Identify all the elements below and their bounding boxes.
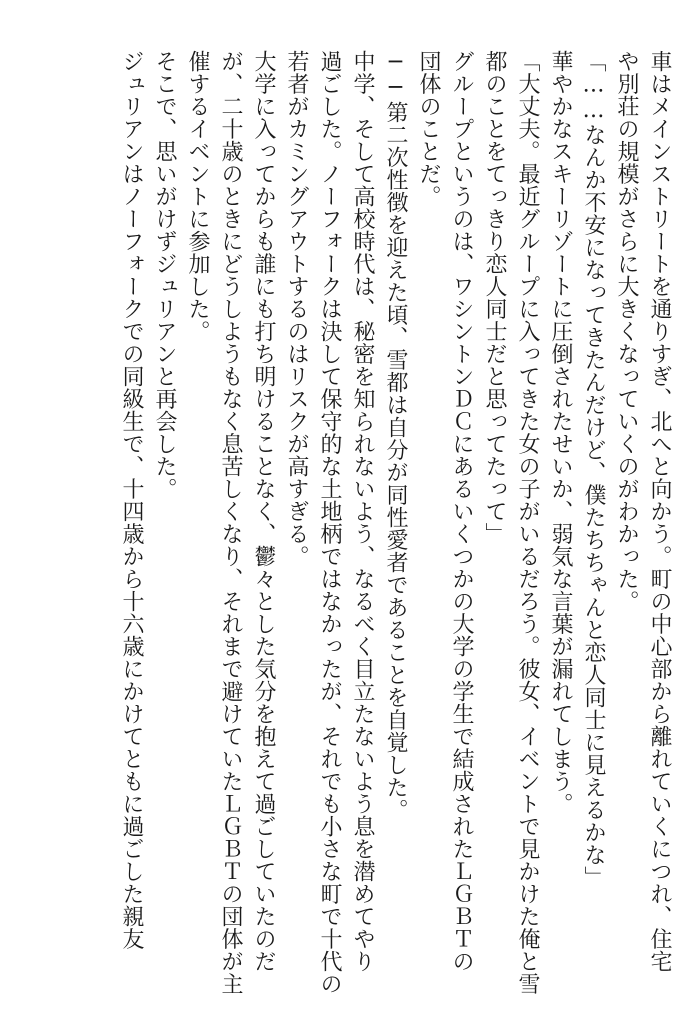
text-line: 華やかなスキーリゾートに圧倒されたせいか、弱気な言葉が漏れてしまう。 xyxy=(548,50,573,815)
text-line: 「大丈夫。最近グループに入ってきた女の子がいるだろう。彼女、イベントで見かけた俺と雪 xyxy=(515,50,540,995)
text-line: ジュリアンはノーフォークでの同級生で、十四歳から十六歳にかけてともに過ごした親友 xyxy=(119,50,144,950)
text-line: 過ごした。ノーフォークは決して保守的な土地柄ではなかったが、それでも小さな町で十代の xyxy=(317,50,342,995)
text-line: グループというのは、ワシントンＤＣにあるいくつかの大学の学生で結成されたＬＧＢＴの xyxy=(449,50,474,973)
text-line: そこで、思いがけずジュリアンと再会した。 xyxy=(152,50,177,500)
text-line: 催するイベントに参加した。 xyxy=(185,50,210,343)
text-line: 中学、そして高校時代は、秘密を知られないよう、なるべく目立たないよう息を潜めてやり xyxy=(350,50,375,973)
text-line: や別荘の規模がさらに大きくなっていくのがわかった。 xyxy=(614,50,639,613)
text-line: 大学に入ってからも誰にも打ち明けることなく、鬱々とした気分を抱えて過ごしていたのだ xyxy=(251,50,276,973)
text-line: 「……なんか不安になってきたんだけど、僕たちちゃんと恋人同士に見えるかな」 xyxy=(581,50,606,889)
text-line: 車はメインストリートを通りすぎ、北へと向かう。町の中心部から離れていくにつれ、住宅 xyxy=(647,50,672,973)
text-line: 団体のことだ。 xyxy=(416,50,441,208)
text-line: 若者がカミングアウトするのはリスクが高すぎる。 xyxy=(284,50,309,568)
vertical-text-body xyxy=(16,50,676,995)
text-line: が、二十歳のときにどうしようもなく息苦しくなり、それまで避けていたＬＧＢＴの団体が主 xyxy=(218,50,243,995)
text-line: 都のことをてっきり恋人同士だと思ってたって」 xyxy=(482,50,507,545)
text-line: ──第二次性徴を迎えた頃、雪都は自分が同性愛者であることを自覚した。 xyxy=(383,50,408,821)
